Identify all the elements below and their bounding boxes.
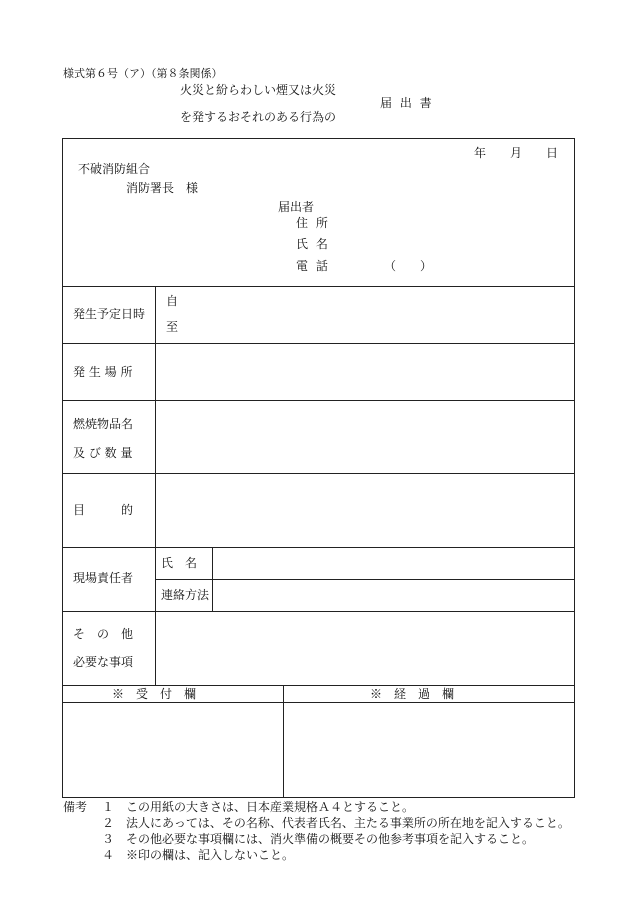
reception-label: ※ 受 付 欄 — [112, 687, 197, 701]
title-line-1: 火災と紛らわしい煙又は火災 — [180, 83, 337, 97]
to-label: 至 — [166, 320, 179, 334]
phone-parens: （ ） — [384, 259, 433, 273]
name-label: 氏 名 — [296, 237, 330, 251]
items-label-2: 及 び 数 量 — [73, 446, 133, 460]
row-divider — [155, 579, 575, 580]
manager-contact-label: 連絡方法 — [161, 588, 210, 602]
purpose-label: 目 的 — [73, 503, 134, 517]
other-label-2: 必要な事項 — [73, 655, 134, 669]
other-label-1: そ の 他 — [73, 627, 134, 641]
from-label: 自 — [166, 294, 179, 308]
box-header-divider — [62, 702, 575, 703]
column-divider — [212, 547, 213, 611]
form-title: 届 出 書 — [380, 96, 434, 110]
row-divider — [62, 343, 575, 344]
place-label: 発 生 場 所 — [73, 365, 133, 379]
note-item: ４ ※印の欄は、記入しないこと。 — [102, 848, 295, 862]
note-item: ２ 法人にあっては、その名称、代表者氏名、主たる事業所の所在地を記入すること。 — [102, 816, 570, 830]
row-divider — [62, 547, 575, 548]
row-divider — [62, 286, 575, 287]
schedule-label: 発生予定日時 — [73, 307, 146, 321]
form-number: 様式第６号（ア）（第８条関係） — [63, 67, 223, 80]
progress-label: ※ 経 過 欄 — [370, 687, 455, 701]
note-item: １ この用紙の大きさは、日本産業規格Ａ４とすること。 — [102, 800, 415, 814]
applicant-label: 届出者 — [278, 200, 315, 214]
date-field: 年 月 日 — [474, 146, 559, 160]
recipient-org: 不破消防組合 — [78, 162, 151, 176]
manager-name-label: 氏 名 — [161, 556, 198, 570]
phone-label: 電 話 — [296, 259, 330, 273]
column-divider — [155, 286, 156, 686]
recipient-title: 消防署長 様 — [126, 181, 199, 195]
row-divider — [62, 400, 575, 401]
title-line-2: を発するおそれのある行為の — [180, 110, 337, 124]
note-item: ３ その他必要な事項欄には、消火準備の概要その他参考事項を記入すること。 — [102, 832, 535, 846]
row-divider — [62, 473, 575, 474]
address-label: 住 所 — [296, 216, 330, 230]
items-label-1: 燃焼物品名 — [73, 417, 134, 431]
notes-label: 備考 — [63, 800, 88, 814]
manager-label: 現場責任者 — [73, 571, 134, 585]
row-divider — [62, 611, 575, 612]
